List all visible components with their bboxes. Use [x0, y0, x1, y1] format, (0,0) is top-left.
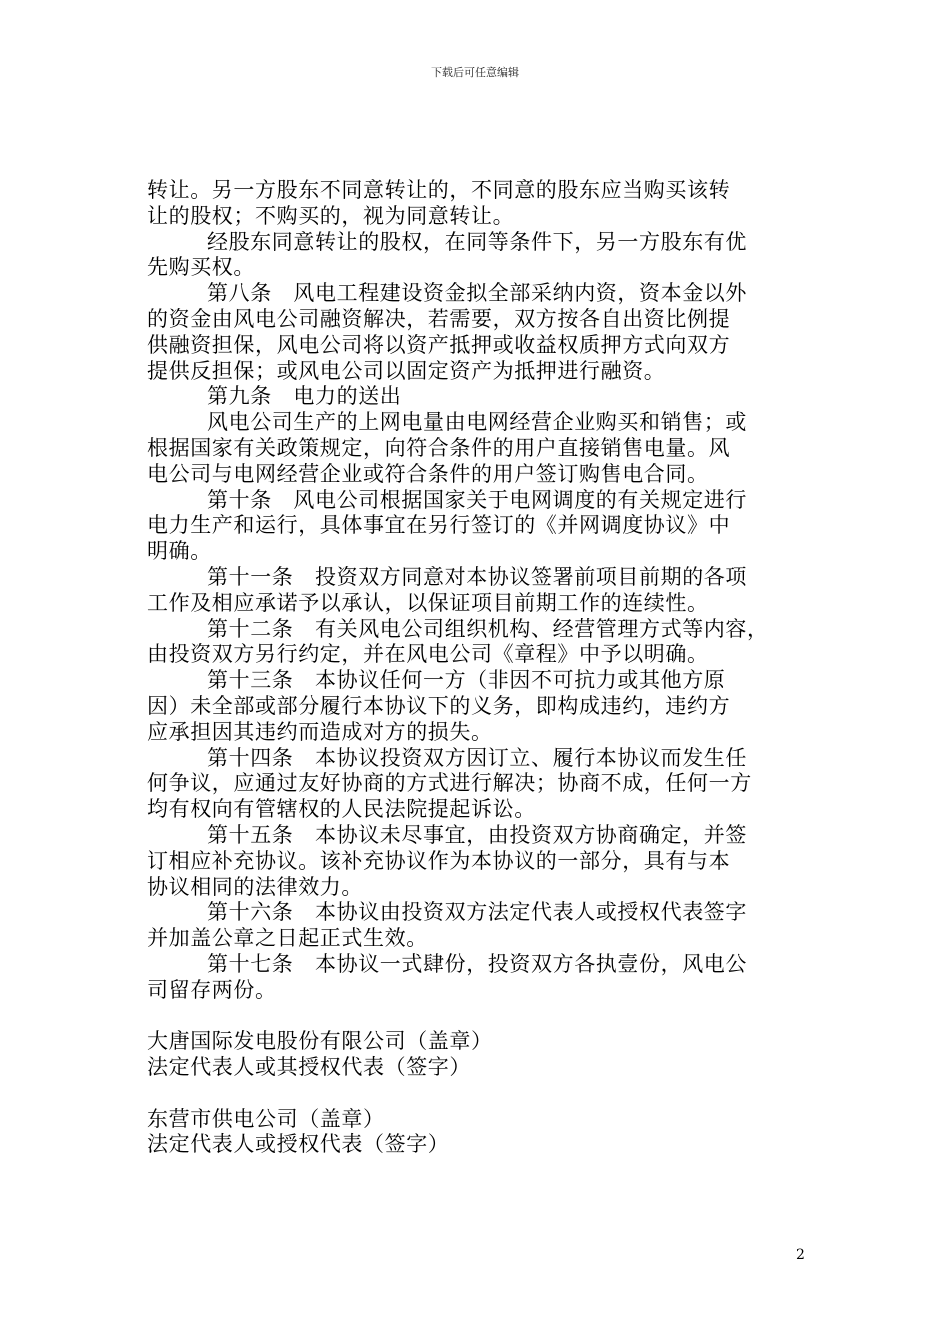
article-10-heading: 第十条 风电公司根据国家关于电网调度的有关规定进行	[207, 487, 747, 512]
article-17-heading: 第十七条 本协议一式肆份，投资双方各执壹份，风电公	[207, 951, 747, 976]
article-9-heading: 第九条 电力的送出	[207, 384, 402, 409]
body-line: 均有权向有管辖权的人民法院提起诉讼。	[147, 797, 536, 822]
body-line: 供融资担保，风电公司将以资产抵押或收益权质押方式向双方	[147, 332, 731, 357]
body-line: 司留存两份。	[147, 977, 277, 1002]
body-line: 工作及相应承诺予以承认，以保证项目前期工作的连续性。	[147, 590, 709, 615]
body-line: 订相应补充协议。该补充协议作为本协议的一部分，具有与本	[147, 848, 731, 873]
article-8-heading: 第八条 风电工程建设资金拟全部采纳内资，资本金以外	[207, 281, 747, 306]
body-line: 电力生产和运行，具体事宜在另行签订的《并网调度协议》中	[147, 513, 731, 538]
body-line: 因）未全部或部分履行本协议下的义务，即构成违约，违约方	[147, 693, 731, 718]
document-body	[147, 178, 807, 1158]
body-line: 经股东同意转让的股权，在同等条件下，另一方股东有优	[207, 229, 747, 254]
article-14-heading: 第十四条 本协议投资双方因订立、履行本协议而发生任	[207, 745, 747, 770]
party-a-company-signature: 大唐国际发电股份有限公司（盖章）	[147, 1029, 493, 1054]
body-line: 电公司与电网经营企业或符合条件的用户签订购售电合同。	[147, 461, 709, 486]
body-line: 风电公司生产的上网电量由电网经营企业购买和销售；或	[207, 410, 747, 435]
body-line: 应承担因其违约而造成对方的损失。	[147, 719, 493, 744]
body-line: 何争议，应通过友好协商的方式进行解决；协商不成，任何一方	[147, 771, 752, 796]
body-line: 协议相同的法律效力。	[147, 874, 363, 899]
body-line: 由投资双方另行约定，并在风电公司《章程》中予以明确。	[147, 642, 709, 667]
party-b-representative-signature: 法定代表人或授权代表（签字）	[147, 1132, 450, 1157]
body-line: 明确。	[147, 539, 212, 564]
body-line: 提供反担保；或风电公司以固定资产为抵押进行融资。	[147, 358, 666, 383]
body-line: 让的股权；不购买的，视为同意转让。	[147, 203, 515, 228]
body-line: 先购买权。	[147, 255, 255, 280]
article-12-heading: 第十二条 有关风电公司组织机构、经营管理方式等内容，	[207, 616, 769, 641]
page-number: 2	[796, 1247, 805, 1263]
page-header: 下载后可任意编辑	[431, 66, 519, 79]
article-11-heading: 第十一条 投资双方同意对本协议签署前项目前期的各项	[207, 564, 747, 589]
article-16-heading: 第十六条 本协议由投资双方法定代表人或授权代表签字	[207, 900, 747, 925]
party-b-company-signature: 东营市供电公司（盖章）	[147, 1106, 385, 1131]
article-15-heading: 第十五条 本协议未尽事宜，由投资双方协商确定，并签	[207, 822, 747, 847]
body-line: 的资金由风电公司融资解决，若需要，双方按各自出资比例提	[147, 306, 731, 331]
body-line: 转让。另一方股东不同意转让的，不同意的股东应当购买该转	[147, 178, 731, 202]
article-13-heading: 第十三条 本协议任何一方（非因不可抗力或其他方原	[207, 668, 726, 693]
party-a-representative-signature: 法定代表人或其授权代表（签字）	[147, 1055, 471, 1080]
body-line: 并加盖公章之日起正式生效。	[147, 926, 428, 951]
body-line: 根据国家有关政策规定，向符合条件的用户直接销售电量。风	[147, 435, 731, 460]
